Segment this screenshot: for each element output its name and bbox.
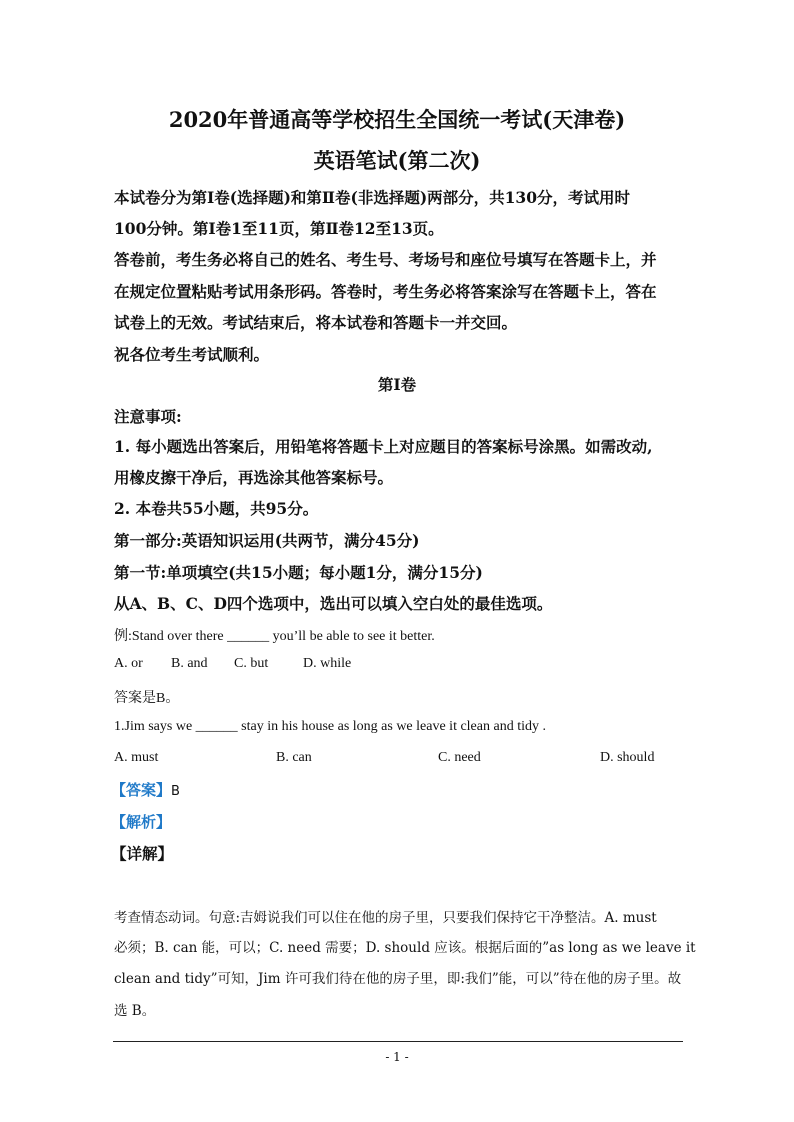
intro-line-4: 在规定位置粘贴考试用条形码。答卷时，考生务必将答案涂写在答题卡上，答在 [114, 282, 657, 301]
page-subtitle: 英语笔试(第二次) [313, 148, 481, 173]
intro-line-5: 试卷上的无效。考试结束后，将本试卷和答题卡一并交回。 [114, 313, 518, 332]
page-number: - 1 - [385, 1050, 409, 1064]
answer-value: B [171, 784, 180, 799]
explanation-line-2: 必须；B. can 能，可以；C. need 需要；D. should 应该。根据后面的”as long as we leave it [114, 940, 696, 956]
footer-divider [113, 1041, 683, 1042]
example-answer: 答案是B。 [114, 691, 180, 706]
answer-tag: 【答案】 [111, 781, 172, 799]
question-1-stem: 1.Jim says we ______ stay in his house as long as we leave it clean and tidy . [114, 719, 546, 734]
page-title: 2020年普通高等学校招生全国统一考试(天津卷) [168, 107, 626, 132]
notes-title: 注意事项: [114, 407, 182, 426]
example-option-b: B. and [171, 656, 208, 671]
section-1-heading: 第一节:单项填空(共15小题；每小题1分，满分15分) [114, 563, 483, 582]
explanation-line-4: 选 B。 [114, 1003, 156, 1019]
analysis-tag: 【解析】 [111, 813, 172, 831]
detail-tag: 【详解】 [111, 844, 174, 863]
example-option-d: D. while [303, 656, 352, 671]
intro-line-3: 答卷前，考生务必将自己的姓名、考生号、考场号和座位号填写在答题卡上，并 [114, 250, 657, 269]
note-1-line-2: 用橡皮擦干净后，再选涂其他答案标号。 [114, 468, 394, 487]
explanation-line-3: clean and tidy”可知，Jim 许可我们待在他的房子里，即:我们”能，可以”待在他的房子里。故 [114, 971, 682, 987]
note-1-line-1: 1. 每小题选出答案后，用铅笔将答题卡上对应题目的答案标号涂黑。如需改动, [114, 437, 653, 456]
example-question: 例:Stand over there ______ you’ll be able to see it better. [114, 629, 435, 644]
question-1-option-d: D. should [600, 750, 655, 765]
question-1-option-a: A. must [114, 750, 159, 765]
example-option-a: A. or [114, 656, 143, 671]
section-heading: 第Ⅰ卷 [377, 375, 417, 394]
question-1-option-b: B. can [276, 750, 312, 765]
instruction: 从A、B、C、D四个选项中，选出可以填入空白处的最佳选项。 [114, 594, 553, 613]
part-1-heading: 第一部分:英语知识运用(共两节，满分45分) [114, 531, 420, 550]
note-2: 2. 本卷共55小题，共95分。 [114, 499, 319, 518]
intro-line-6: 祝各位考生考试顺利。 [114, 345, 270, 364]
explanation-line-1: 考查情态动词。句意:吉姆说我们可以住在他的房子里，只要我们保持它干净整洁。A. must [114, 910, 657, 926]
intro-line-2: 100分钟。第Ⅰ卷1至11页，第Ⅱ卷12至13页。 [114, 219, 444, 238]
intro-line-1: 本试卷分为第Ⅰ卷(选择题)和第Ⅱ卷(非选择题)两部分，共130分，考试用时 [114, 188, 631, 207]
question-1-option-c: C. need [438, 750, 481, 765]
example-option-c: C. but [234, 656, 269, 671]
answer-row [111, 779, 180, 800]
